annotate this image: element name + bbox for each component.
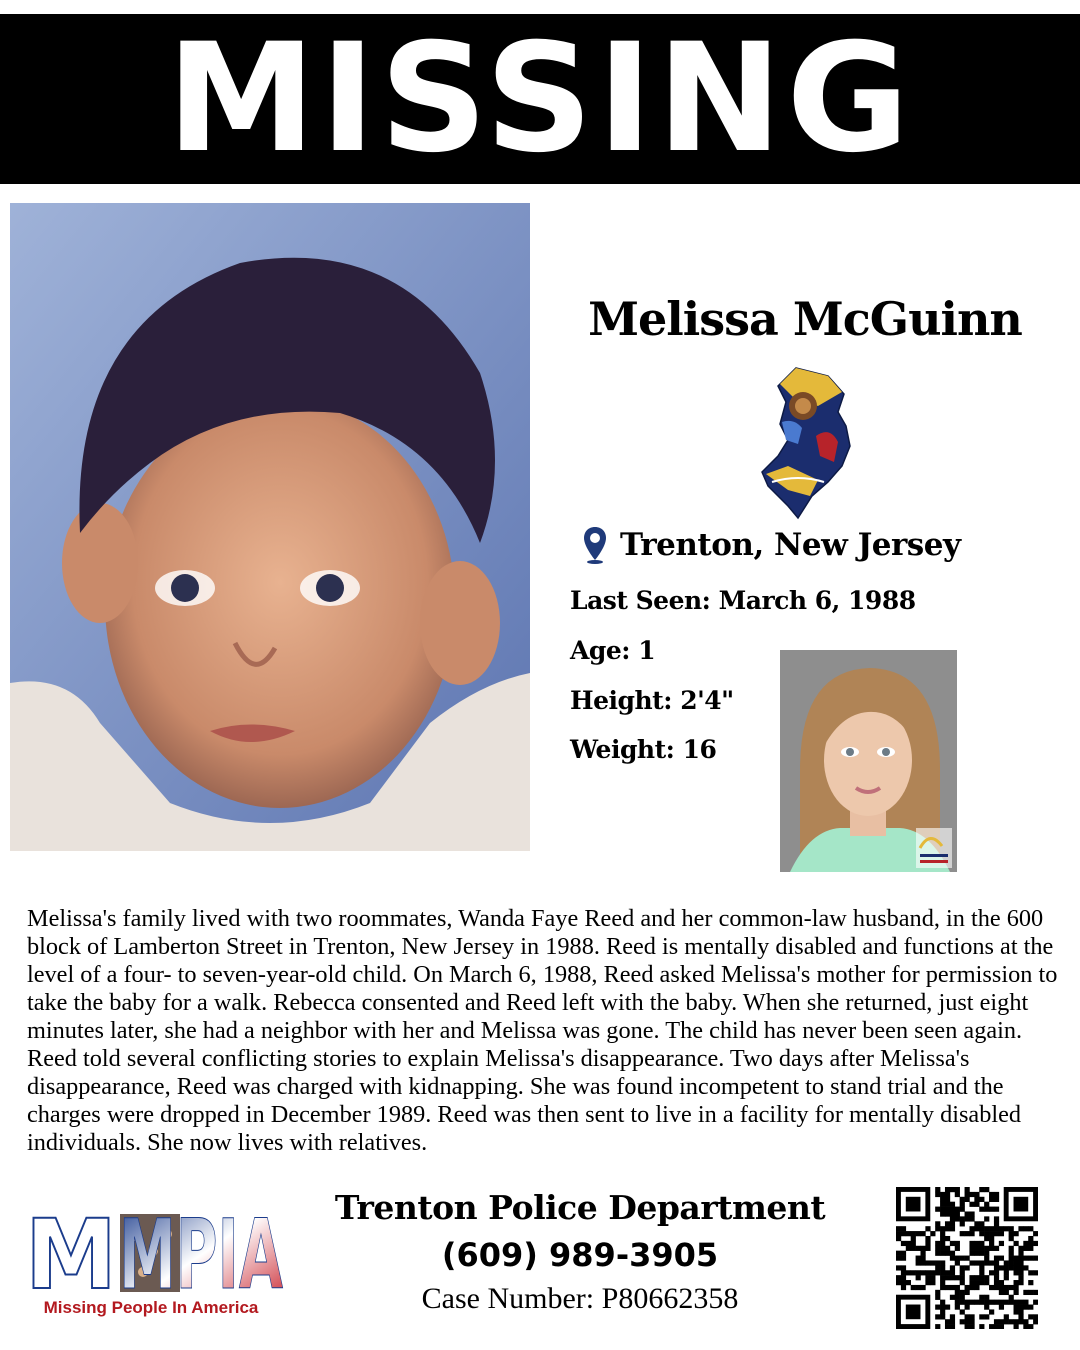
fact-last-seen <box>570 586 916 615</box>
fact-value: 2'4" <box>680 686 734 715</box>
fact-label: Last Seen: <box>570 586 711 615</box>
mpia-tagline: Missing People In America <box>43 1298 259 1317</box>
fact-label: Age: <box>570 636 631 665</box>
banner-title: MISSING <box>166 12 914 186</box>
fact-value: 1 <box>638 636 656 665</box>
agency-name: Trenton Police Department <box>334 1188 826 1227</box>
fact-value: 16 <box>682 735 717 764</box>
case-number: Case Number: P80662358 <box>421 1282 739 1315</box>
svg-text:M: M <box>25 1206 117 1296</box>
agency-phone[interactable]: (609) 989-3905 <box>441 1236 719 1274</box>
child-photo <box>10 203 530 851</box>
person-name: Melissa McGuinn <box>588 292 1022 346</box>
fact-label: Height: <box>570 686 672 715</box>
mpia-logo-text: MPIA <box>119 1206 283 1296</box>
location-line <box>582 526 960 564</box>
fact-value: March 6, 1988 <box>718 586 916 615</box>
location-text: Trenton, New Jersey <box>620 527 961 563</box>
fact-label: Weight: <box>570 735 675 764</box>
case-description: Melissa's family lived with two roommates, Wanda Faye Reed and her common-law husband, in the 600 block of Lamberton Street in Trenton, New Jersey in 1988. Reed is mentally disabled and functions at the level of a four- to seven-year-old child. On March 6, 1988, Reed asked Melissa's mother for permission to take the baby for a walk. Rebecca consented and Reed left with the baby. When she returned, just eight minutes later, she had a neighbor with her and Melissa was gone. The child has never been seen again. Reed told several conflicting stories to explain Melissa's disappearance. Two days after Melissa's disappearance, Reed was charged with kidnapping. She was found incompetent to stand trial and the charges were dropped in December 1989. Reed was then sent to live in a facility for mentally disabled individuals. She now lives with relatives. <box>27 905 1058 1156</box>
map-pin-icon <box>582 526 608 564</box>
new-jersey-flag-map-icon <box>758 366 858 522</box>
fact-age <box>570 636 655 665</box>
age-progressed-photo <box>780 650 957 872</box>
qr-code[interactable] <box>896 1187 1038 1329</box>
missing-banner <box>0 14 1080 184</box>
fact-weight <box>570 735 716 764</box>
fact-height <box>570 686 734 715</box>
